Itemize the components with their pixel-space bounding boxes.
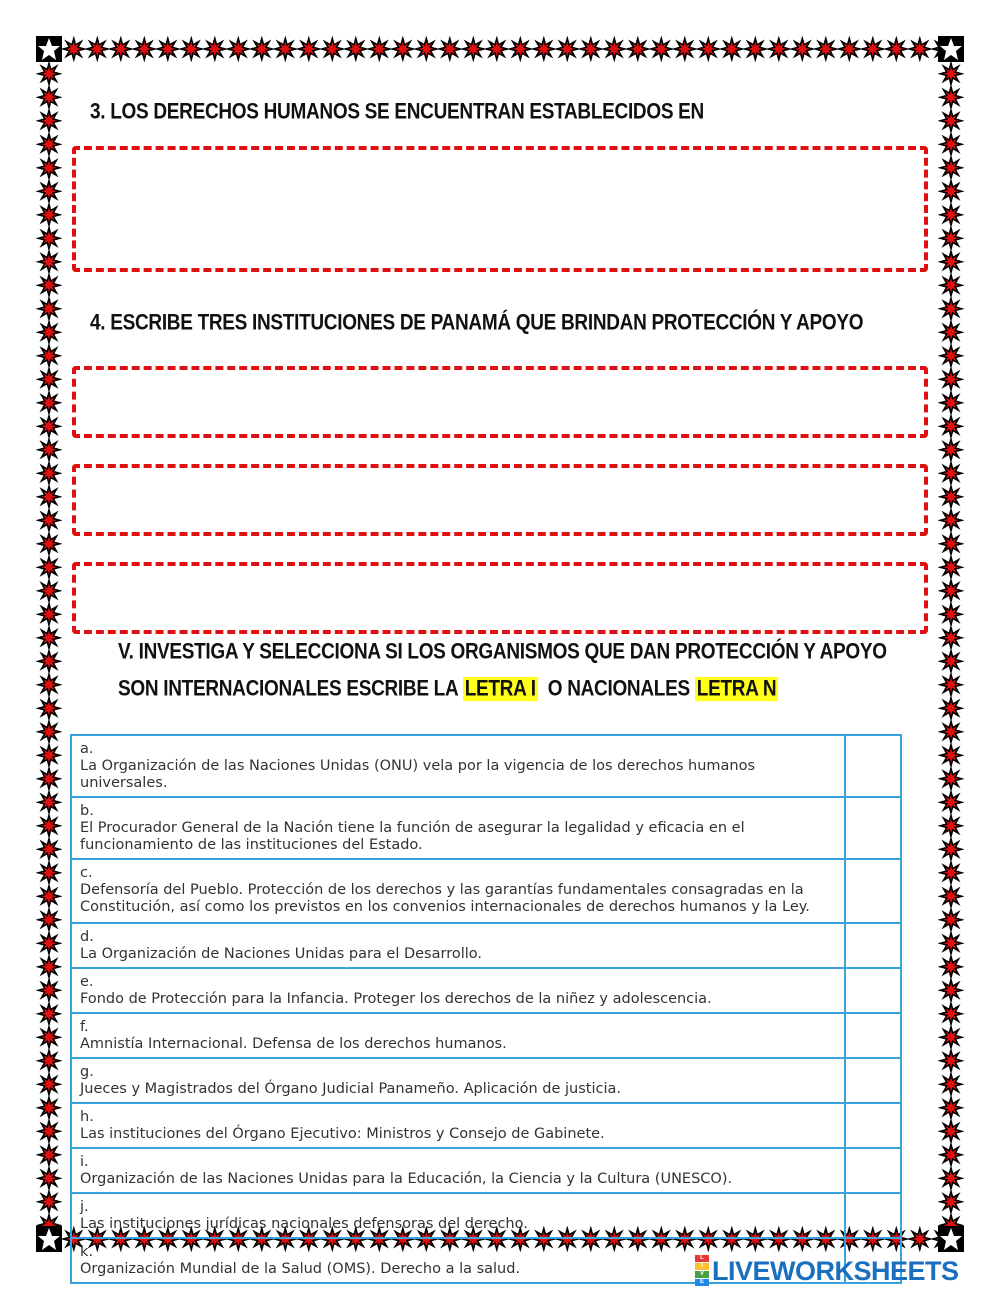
border-star-icon — [941, 557, 962, 578]
border-star-icon — [941, 1144, 962, 1165]
corner-star-icon — [36, 36, 62, 62]
border-star-icon — [39, 251, 60, 272]
border-star-icon — [39, 134, 60, 155]
border-star-icon — [439, 39, 460, 60]
item-letter: g. — [80, 1064, 94, 1080]
item-description: Organización Mundial de la Salud (OMS). Derecho a la salud. — [80, 1261, 521, 1277]
border-star-icon — [39, 1050, 60, 1071]
border-star-icon — [39, 956, 60, 977]
border-star-icon — [39, 416, 60, 437]
logo-mark-letter: E — [695, 1279, 709, 1286]
border-star-icon — [941, 839, 962, 860]
table-row — [71, 1148, 901, 1193]
item-description: Las instituciones del Órgano Ejecutivo: Ministros y Consejo de Gabinete. — [80, 1126, 605, 1142]
item-letter: h. — [80, 1109, 94, 1125]
item-description: Las instituciones jurídicas nacionales defensoras del derecho. — [80, 1216, 528, 1232]
question-4-heading: 4. ESCRIBE TRES INSTITUCIONES DE PANAMÁ QUE BRINDAN PROTECCIÓN Y APOYO — [90, 311, 864, 336]
item-letter: b. — [80, 803, 94, 819]
border-star-icon — [39, 1168, 60, 1189]
border-star-icon — [39, 604, 60, 625]
border-star-icon — [941, 768, 962, 789]
border-star-icon — [392, 39, 413, 60]
border-star-icon — [181, 39, 202, 60]
border-star-icon — [941, 486, 962, 507]
border-star-icon — [39, 980, 60, 1001]
border-star-icon — [941, 1097, 962, 1118]
section-5-line-2-prefix: SON INTERNACIONALES ESCRIBE LA — [118, 677, 463, 702]
item-description: La Organización de las Naciones Unidas (ONU) vela por la vigencia de los derechos humanos universales. — [80, 758, 756, 791]
border-star-icon — [941, 322, 962, 343]
border-star-icon — [39, 674, 60, 695]
answer-cell[interactable] — [845, 1058, 901, 1103]
item-letter: e. — [80, 974, 94, 990]
border-right — [938, 36, 964, 1252]
question-3-answer-box[interactable] — [72, 146, 928, 272]
border-star-icon — [251, 39, 272, 60]
border-star-icon — [815, 39, 836, 60]
section-5-heading-line-2 — [118, 677, 778, 702]
item-description: Fondo de Protección para la Infancia. Proteger los derechos de la niñez y adolescencia. — [80, 991, 712, 1007]
border-star-icon — [941, 1003, 962, 1024]
item-description: Jueces y Magistrados del Órgano Judicial Panameño. Aplicación de justicia. — [80, 1081, 622, 1097]
border-star-icon — [39, 228, 60, 249]
organization-description-cell — [71, 968, 845, 1013]
border-star-icon — [39, 1097, 60, 1118]
border-star-icon — [39, 627, 60, 648]
answer-letter-input[interactable] — [846, 924, 900, 954]
border-star-icon — [463, 39, 484, 60]
border-star-icon — [941, 181, 962, 202]
border-star-icon — [39, 1027, 60, 1048]
item-letter: i. — [80, 1154, 89, 1170]
border-top — [36, 36, 964, 62]
organization-description-cell — [71, 923, 845, 968]
item-description: Amnistía Internacional. Defensa de los derechos humanos. — [80, 1036, 507, 1052]
table-row — [71, 797, 901, 859]
border-star-icon — [941, 1027, 962, 1048]
border-star-icon — [941, 298, 962, 319]
border-star-icon — [839, 39, 860, 60]
border-star-icon — [345, 39, 366, 60]
border-star-icon — [941, 933, 962, 954]
border-star-icon — [110, 39, 131, 60]
table-row — [71, 923, 901, 968]
border-star-icon — [941, 604, 962, 625]
question-3-heading: 3. LOS DERECHOS HUMANOS SE ENCUENTRAN ESTABLECIDOS EN — [90, 100, 704, 125]
border-star-icon — [63, 39, 84, 60]
border-star-icon — [721, 39, 742, 60]
border-star-icon — [39, 533, 60, 554]
border-star-icon — [941, 110, 962, 131]
border-star-icon — [941, 275, 962, 296]
border-star-icon — [768, 39, 789, 60]
answer-letter-input[interactable] — [846, 969, 900, 1009]
border-star-icon — [941, 510, 962, 531]
border-star-icon — [941, 862, 962, 883]
highlight-letter-n: LETRA N — [696, 677, 777, 702]
corner-star-icon — [36, 1226, 62, 1252]
border-star-icon — [369, 39, 390, 60]
logo-mark-icon — [695, 1255, 709, 1287]
border-star-icon — [510, 39, 531, 60]
border-star-icon — [941, 345, 962, 366]
border-star-icon — [39, 1074, 60, 1095]
border-star-icon — [941, 157, 962, 178]
item-letter: j. — [80, 1199, 89, 1215]
answer-letter-input[interactable] — [846, 1059, 900, 1093]
border-star-icon — [39, 439, 60, 460]
section-5-line-2-middle: O NACIONALES — [537, 677, 695, 702]
border-star-icon — [651, 39, 672, 60]
border-star-icon — [941, 63, 962, 84]
border-star-icon — [792, 39, 813, 60]
border-star-icon — [39, 369, 60, 390]
answer-letter-input[interactable] — [846, 736, 900, 776]
item-description: El Procurador General de la Nación tiene la función de asegurar la legalidad y eficacia en el funcionamiento de las instituciones del Estado. — [80, 820, 745, 853]
item-description: Organización de las Naciones Unidas para la Educación, la Ciencia y la Cultura (UNESCO). — [80, 1171, 733, 1187]
border-star-icon — [39, 204, 60, 225]
answer-letter-input[interactable] — [846, 860, 900, 920]
border-star-icon — [39, 651, 60, 672]
border-star-icon — [39, 486, 60, 507]
organization-description-cell — [71, 1148, 845, 1193]
border-star-icon — [941, 792, 962, 813]
border-star-icon — [39, 181, 60, 202]
answer-letter-input[interactable] — [846, 1104, 900, 1136]
border-star-icon — [941, 1074, 962, 1095]
organization-description-cell — [71, 1058, 845, 1103]
table-row — [71, 968, 901, 1013]
border-star-icon — [228, 39, 249, 60]
organizations-table — [70, 734, 902, 1284]
question-4-answer-box-3[interactable] — [72, 562, 928, 634]
border-star-icon — [39, 909, 60, 930]
border-star-icon — [39, 1003, 60, 1024]
corner-star-icon — [938, 1226, 964, 1252]
border-star-icon — [941, 721, 962, 742]
item-letter: f. — [80, 1019, 89, 1035]
border-star-icon — [39, 298, 60, 319]
table-row — [71, 1013, 901, 1058]
table-row — [71, 1103, 901, 1148]
logo-mark-letter: V — [695, 1271, 709, 1278]
answer-cell[interactable] — [845, 1013, 901, 1058]
item-description: Defensoría del Pueblo. Protección de los derechos y las garantías fundamentales consagradas en la Constitución, así como los previstos en los convenios internacionales de derechos humanos y la Ley. — [80, 882, 810, 915]
border-star-icon — [533, 39, 554, 60]
answer-cell[interactable] — [845, 735, 901, 797]
border-star-icon — [39, 557, 60, 578]
border-star-icon — [941, 651, 962, 672]
border-star-icon — [39, 157, 60, 178]
border-star-icon — [39, 745, 60, 766]
organization-description-cell — [71, 1013, 845, 1058]
border-star-icon — [941, 369, 962, 390]
logo-mark-letter: L — [695, 1255, 709, 1262]
border-star-icon — [604, 39, 625, 60]
border-star-icon — [557, 39, 578, 60]
border-star-icon — [627, 39, 648, 60]
section-5-heading-line-1: V. INVESTIGA Y SELECCIONA SI LOS ORGANISMOS QUE DAN PROTECCIÓN Y APOYO — [118, 640, 887, 665]
border-star-icon — [87, 39, 108, 60]
border-star-icon — [275, 39, 296, 60]
corner-star-icon — [938, 36, 964, 62]
liveworksheets-logo — [695, 1256, 959, 1286]
border-star-icon — [39, 933, 60, 954]
answer-cell[interactable] — [845, 1103, 901, 1148]
question-4-answer-input-2[interactable] — [76, 468, 924, 532]
answer-letter-input[interactable] — [846, 1194, 900, 1224]
border-star-icon — [941, 980, 962, 1001]
border-star-icon — [941, 580, 962, 601]
border-star-icon — [39, 87, 60, 108]
border-star-icon — [941, 392, 962, 413]
border-star-icon — [941, 1168, 962, 1189]
border-star-icon — [941, 956, 962, 977]
border-star-icon — [39, 1121, 60, 1142]
answer-letter-input[interactable] — [846, 1014, 900, 1046]
question-4-answer-input-1[interactable] — [76, 370, 924, 434]
border-star-icon — [204, 39, 225, 60]
table-row — [71, 735, 901, 797]
border-star-icon — [39, 110, 60, 131]
border-star-icon — [886, 39, 907, 60]
border-star-icon — [941, 204, 962, 225]
border-star-icon — [941, 1191, 962, 1212]
border-left — [36, 36, 62, 1252]
answer-cell[interactable] — [845, 797, 901, 859]
border-star-icon — [39, 721, 60, 742]
organization-description-cell — [71, 735, 845, 797]
border-star-icon — [941, 815, 962, 836]
border-star-icon — [909, 1229, 930, 1250]
border-star-icon — [39, 1144, 60, 1165]
question-4-answer-box-1[interactable] — [72, 366, 928, 438]
border-star-icon — [909, 39, 930, 60]
border-star-icon — [745, 39, 766, 60]
border-star-icon — [39, 392, 60, 413]
border-star-icon — [39, 862, 60, 883]
border-star-icon — [941, 87, 962, 108]
border-star-icon — [941, 674, 962, 695]
answer-cell[interactable] — [845, 1193, 901, 1238]
border-star-icon — [39, 815, 60, 836]
table-row — [71, 1193, 901, 1238]
border-star-icon — [941, 533, 962, 554]
border-star-icon — [698, 39, 719, 60]
organization-description-cell — [71, 859, 845, 923]
item-letter: d. — [80, 929, 94, 945]
border-star-icon — [941, 463, 962, 484]
answer-cell[interactable] — [845, 968, 901, 1013]
highlight-letter-i: LETRA I — [464, 677, 536, 702]
border-star-icon — [39, 463, 60, 484]
border-star-icon — [580, 39, 601, 60]
border-star-icon — [941, 909, 962, 930]
table-row — [71, 1058, 901, 1103]
border-star-icon — [941, 627, 962, 648]
border-star-icon — [941, 251, 962, 272]
border-star-icon — [941, 698, 962, 719]
item-description: La Organización de Naciones Unidas para el Desarrollo. — [80, 946, 482, 962]
border-star-icon — [39, 1191, 60, 1212]
table-row — [71, 859, 901, 923]
border-star-icon — [39, 345, 60, 366]
question-3-answer-input[interactable] — [76, 150, 924, 268]
answer-letter-input[interactable] — [846, 798, 900, 838]
border-star-icon — [941, 228, 962, 249]
question-4-answer-box-2[interactable] — [72, 464, 928, 536]
item-letter: c. — [80, 865, 93, 881]
border-star-icon — [39, 322, 60, 343]
organization-description-cell — [71, 797, 845, 859]
border-star-icon — [322, 39, 343, 60]
border-star-icon — [39, 580, 60, 601]
border-star-icon — [941, 886, 962, 907]
logo-text: LIVEWORKSHEETS — [712, 1255, 959, 1286]
item-letter: k. — [80, 1244, 94, 1260]
answer-letter-input[interactable] — [846, 1149, 900, 1189]
border-star-icon — [941, 1050, 962, 1071]
border-star-icon — [941, 134, 962, 155]
border-star-icon — [941, 745, 962, 766]
border-star-icon — [298, 39, 319, 60]
logo-mark-letter: I — [695, 1263, 709, 1270]
border-star-icon — [941, 1121, 962, 1142]
organization-description-cell — [71, 1193, 845, 1238]
item-letter: a. — [80, 741, 94, 757]
border-star-icon — [39, 275, 60, 296]
border-star-icon — [862, 39, 883, 60]
border-star-icon — [674, 39, 695, 60]
border-star-icon — [39, 63, 60, 84]
answer-cell[interactable] — [845, 923, 901, 968]
border-star-icon — [134, 39, 155, 60]
question-4-answer-input-3[interactable] — [76, 566, 924, 630]
border-star-icon — [39, 698, 60, 719]
answer-cell[interactable] — [845, 1148, 901, 1193]
border-star-icon — [39, 839, 60, 860]
border-star-icon — [39, 792, 60, 813]
answer-cell[interactable] — [845, 859, 901, 923]
border-star-icon — [486, 39, 507, 60]
border-star-icon — [39, 510, 60, 531]
border-star-icon — [416, 39, 437, 60]
border-star-icon — [941, 439, 962, 460]
border-star-icon — [39, 886, 60, 907]
border-star-icon — [39, 768, 60, 789]
organization-description-cell — [71, 1103, 845, 1148]
border-star-icon — [157, 39, 178, 60]
border-star-icon — [941, 416, 962, 437]
